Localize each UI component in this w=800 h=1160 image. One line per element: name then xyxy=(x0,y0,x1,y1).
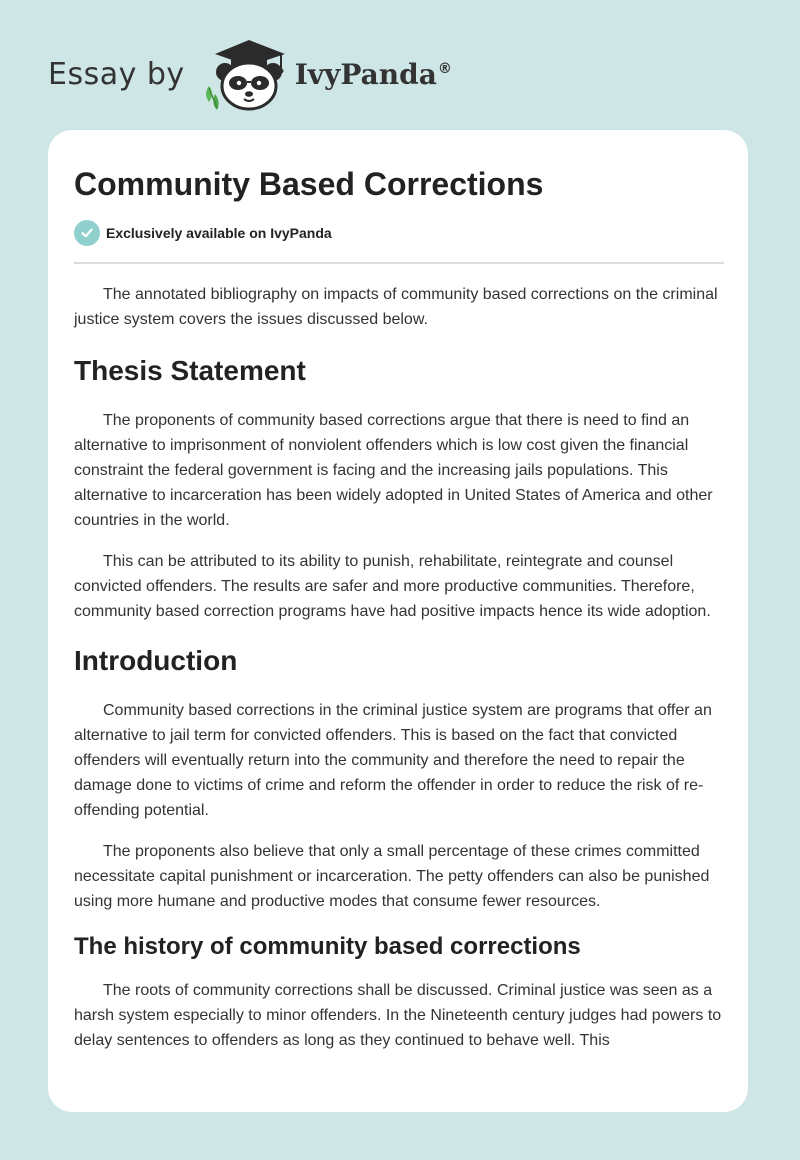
page-title: Community Based Corrections xyxy=(74,166,544,202)
exclusive-badge xyxy=(74,218,724,248)
divider xyxy=(74,262,724,264)
intro-paragraph: The annotated bibliography on impacts of community based corrections on the criminal justice system covers the issues discussed below. xyxy=(74,286,718,328)
paragraph: This can be attributed to its ability to punish, rehabilitate, reintegrate and counsel convicted offenders. The results are safer and more productive communities. Therefore, community based correction programs have had positive impacts hence its wide adoption. xyxy=(74,553,711,620)
paragraph: Community based corrections in the criminal justice system are programs that offer an alternative to jail term for convicted offenders. This is based on the fact that convicted offenders will eventually return into the community and therefore the need to repair the damage done to victims of crime and reform the offender in order to reduce the risk of re-offending potential. xyxy=(74,702,712,819)
site-header xyxy=(48,34,452,114)
paragraph: The proponents also believe that only a small percentage of these crimes committed necessitate capital punishment or incarceration. The petty offenders can also be punished using more humane and productive modes that consume fewer resources. xyxy=(74,843,710,910)
paragraph: The roots of community corrections shall be discussed. Criminal justice was seen as a harsh system especially to minor offenders. In the Nineteenth century judges had powers to delay sentences to offenders as long as they continued to behave well. This xyxy=(74,982,722,1049)
essay-by-label: Essay by xyxy=(48,56,185,92)
registered-mark: ® xyxy=(437,61,452,78)
brand-name[interactable] xyxy=(295,58,452,91)
essay-card xyxy=(48,130,748,1112)
paragraph: The proponents of community based corrections argue that there is need to find an alternative to imprisonment of nonviolent offenders which is low cost given the financial constraint the federal government is facing and the increasing jails populations. This alternative to incarceration has been widely adopted in United States of America and other countries in the world. xyxy=(74,412,713,529)
ivypanda-logo-icon[interactable] xyxy=(201,36,291,112)
section-heading-history: The history of community based corrections xyxy=(74,933,581,960)
essay-content xyxy=(74,164,724,1053)
check-icon xyxy=(74,220,100,246)
section-heading-thesis: Thesis Statement xyxy=(74,355,306,386)
brand-name-text: IvyPanda xyxy=(294,57,437,91)
exclusive-badge-text: Exclusively available on IvyPanda xyxy=(106,225,332,241)
section-heading-introduction: Introduction xyxy=(74,645,238,676)
